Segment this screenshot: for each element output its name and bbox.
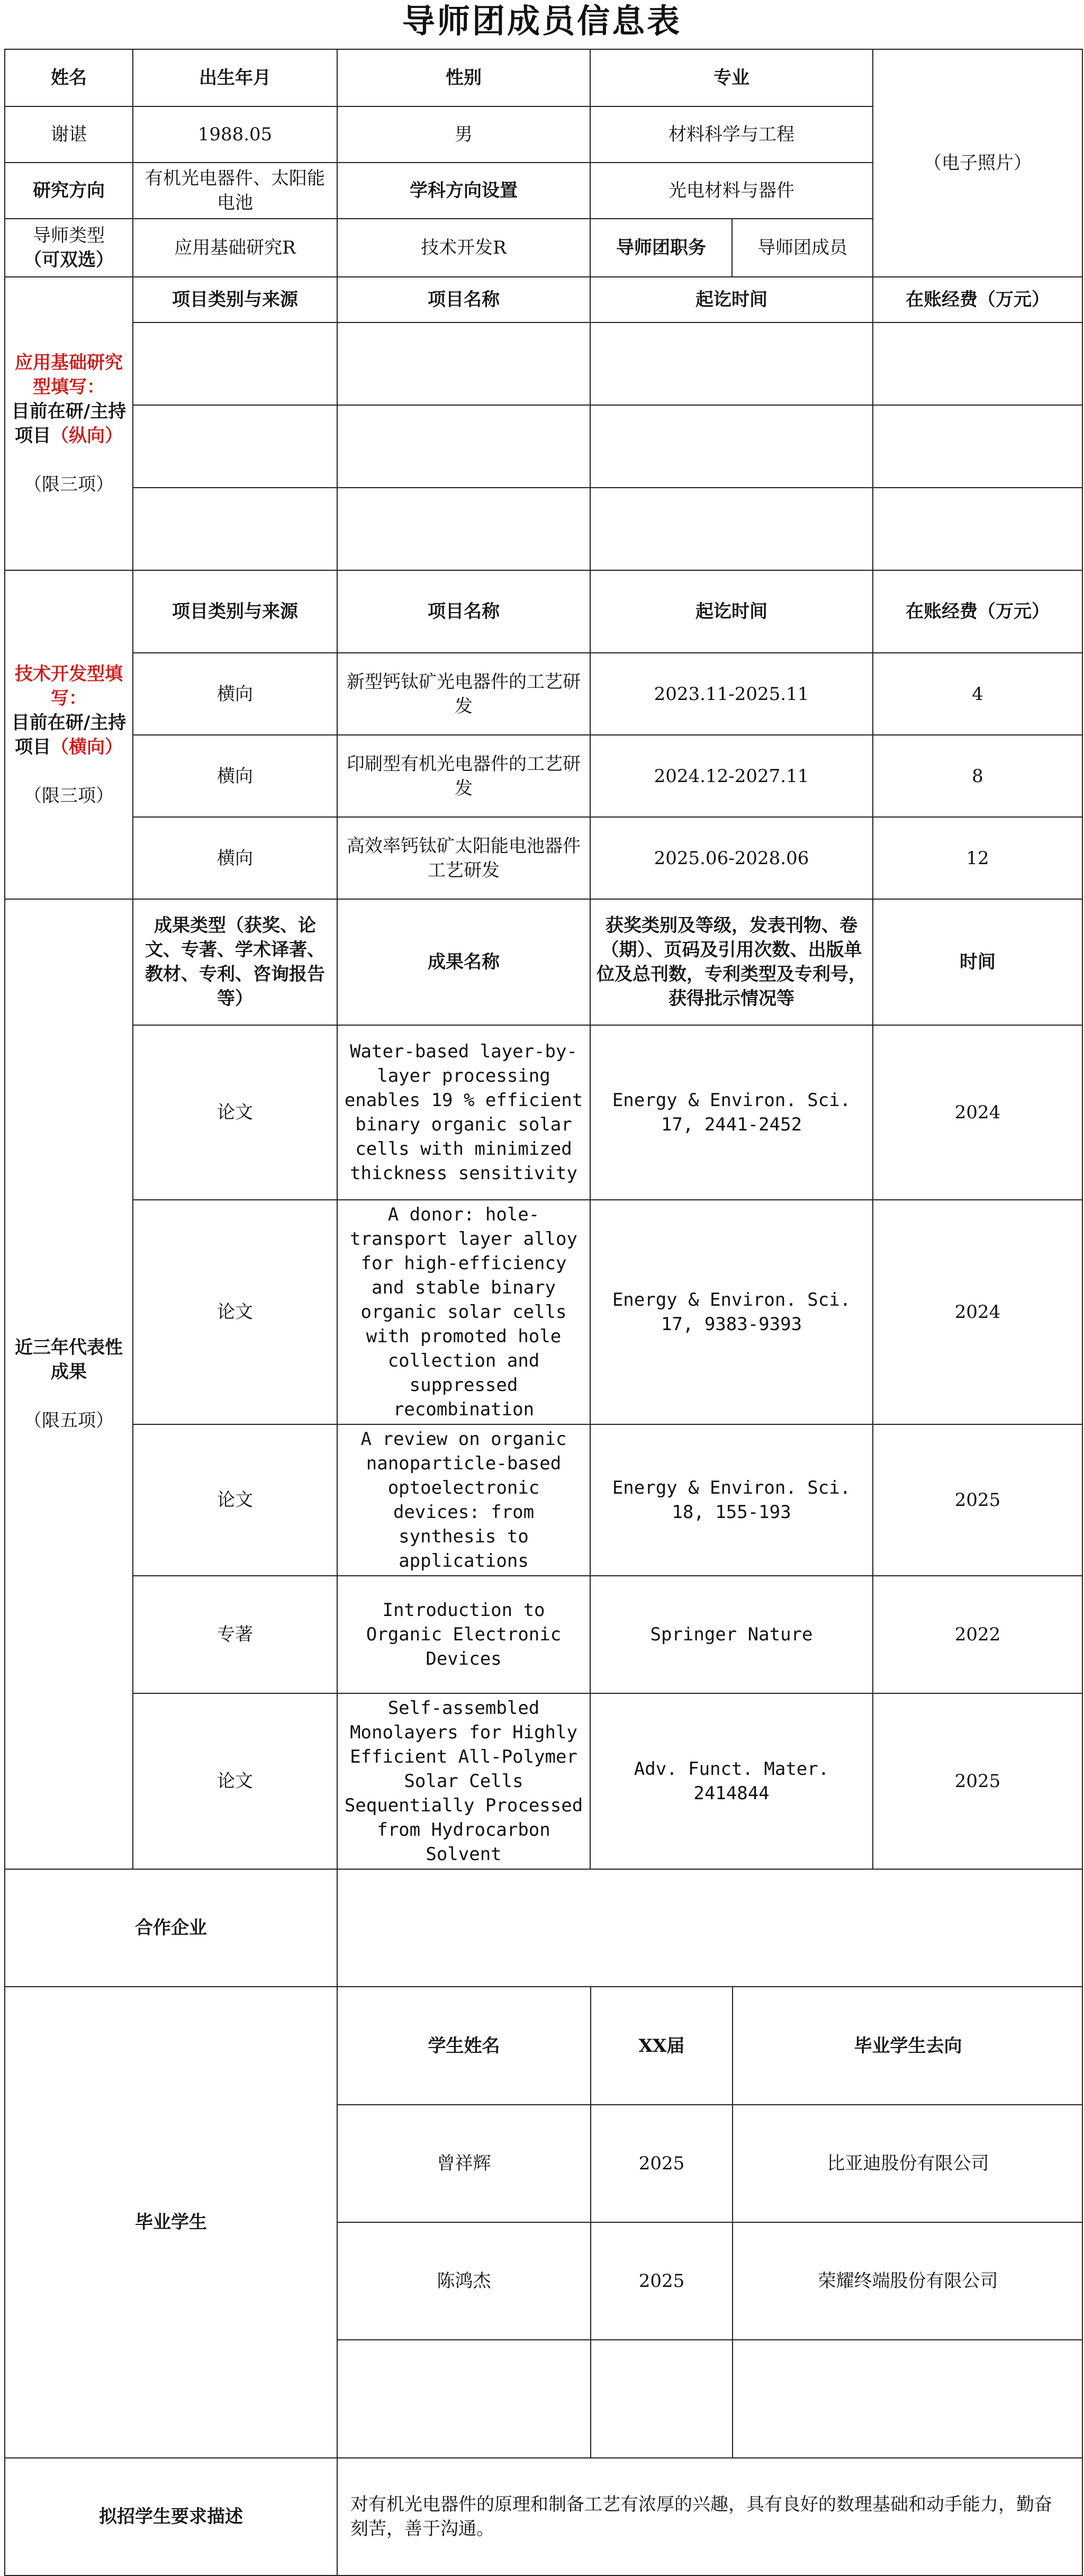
mentor-type-option-1: 应用基础研究R: [133, 219, 337, 277]
gender-label: 性别: [337, 49, 590, 106]
applied-cell: [590, 405, 873, 488]
applied-cell: [133, 322, 337, 405]
ach-row: [5, 1424, 1082, 1576]
requirement-text: 对有机光电器件的原理和制备工艺有浓厚的兴趣，具有良好的数理基础和动手能力，勤奋刻苦，善于沟通。: [337, 2458, 1082, 2575]
tech-name: 新型钙钛矿光电器件的工艺研发: [337, 653, 590, 735]
ach-type: 论文: [133, 1200, 337, 1424]
applied-cell: [337, 488, 590, 570]
tech-label-red2: （横向）: [51, 736, 123, 758]
ach-pub: Energy & Environ. Sci. 18, 155-193: [590, 1424, 873, 1576]
tech-name: 高效率钙钛矿太阳能电池器件工艺研发: [337, 817, 590, 899]
tech-header-type: 项目类别与来源: [133, 570, 337, 653]
graduates-table: [338, 1987, 1082, 2457]
applied-header-fund: 在账经费（万元）: [873, 277, 1082, 322]
ach-row: [5, 1200, 1082, 1424]
ach-type: 论文: [133, 1424, 337, 1576]
role-value: 导师团成员: [732, 219, 873, 277]
graduates-label: 毕业学生: [5, 1987, 337, 2458]
tech-label-black: 目前在研/主持项目: [11, 712, 127, 758]
ach-header-name: 成果名称: [337, 899, 590, 1025]
grad-row: [338, 2340, 1082, 2457]
ach-year: 2025: [873, 1424, 1082, 1576]
tech-row: [5, 817, 1082, 899]
tech-fund: 12: [873, 817, 1082, 899]
applied-label-black: 目前在研/主持项目: [11, 401, 127, 446]
tech-fund: 8: [873, 735, 1082, 817]
ach-header-year: 时间: [873, 899, 1082, 1025]
research-label: 研究方向: [5, 163, 133, 219]
applied-cell: [133, 405, 337, 488]
applied-limit: （限三项）: [24, 474, 114, 495]
applied-cell: [337, 322, 590, 405]
applied-label-red: 应用基础研究型填写：: [15, 352, 123, 398]
major-value: 材料科学与工程: [590, 106, 873, 163]
mentor-type-text: 导师类型: [33, 225, 105, 246]
tech-row: [5, 735, 1082, 817]
ach-year: 2022: [873, 1576, 1082, 1693]
applied-row: [5, 322, 1082, 405]
applied-cell: [873, 322, 1082, 405]
tech-row: [5, 653, 1082, 735]
birth-value: 1988.05: [133, 106, 337, 163]
ach-row: [5, 1693, 1082, 1869]
applied-cell: [133, 488, 337, 570]
discipline-label: 学科方向设置: [337, 163, 590, 219]
ach-name: A donor: hole-transport layer alloy for high-efficiency and stable binary organic solar cells with promoted hole collection and suppressed recombination: [337, 1200, 590, 1424]
ach-row: [5, 1025, 1082, 1200]
grad-name: [338, 2340, 591, 2457]
achievements-label: 近三年代表性成果: [15, 1337, 123, 1383]
ach-pub: Springer Nature: [590, 1576, 873, 1693]
mentor-type-note: （可双选）: [24, 249, 114, 271]
ach-name: Self-assembled Monolayers for Highly Efficient All-Polymer Solar Cells Sequentially Processed from Hydrocarbon Solvent: [337, 1693, 590, 1869]
gender-value: 男: [337, 106, 590, 163]
grad-dest: 比亚迪股份有限公司: [733, 2105, 1082, 2222]
tech-type: 横向: [133, 817, 337, 899]
applied-section-label: [5, 277, 133, 570]
grad-year: 2025: [591, 2222, 733, 2340]
tech-period: 2025.06-2028.06: [590, 817, 873, 899]
mentor-type-label: [5, 219, 133, 277]
applied-header-name: 项目名称: [337, 277, 590, 322]
graduates-block: [337, 1987, 1082, 2458]
tech-limit: （限三项）: [24, 785, 114, 806]
grad-year: [591, 2340, 733, 2457]
ach-row: [5, 1576, 1082, 1693]
tech-name: 印刷型有机光电器件的工艺研发: [337, 735, 590, 817]
ach-year: 2024: [873, 1200, 1082, 1424]
ach-header-pub: 获奖类别及等级，发表刊物、卷（期）、页码及引用次数、出版单位及总刊数，专利类型及专利号，获得批示情况等: [590, 899, 873, 1025]
tech-section-label: [5, 570, 133, 899]
research-value: 有机光电器件、太阳能电池: [133, 163, 337, 219]
grad-row: [338, 2222, 1082, 2340]
grad-dest: [733, 2340, 1082, 2457]
ach-name: Water-based layer-by-layer processing enables 19 % efficient binary organic solar cells with minimized thickness sensitivity: [337, 1025, 590, 1200]
grad-name: 曾祥辉: [338, 2105, 591, 2222]
tech-period: 2023.11-2025.11: [590, 653, 873, 735]
tech-type: 横向: [133, 735, 337, 817]
ach-name: A review on organic nanoparticle-based optoelectronic devices: from synthesis to applications: [337, 1424, 590, 1576]
grad-header-dest: 毕业学生去向: [733, 1987, 1082, 2105]
ach-pub: Adv. Funct. Mater. 2414844: [590, 1693, 873, 1869]
applied-row: [5, 488, 1082, 570]
tech-type: 横向: [133, 653, 337, 735]
ach-name: Introduction to Organic Electronic Devices: [337, 1576, 590, 1693]
ach-year: 2024: [873, 1025, 1082, 1200]
major-label: 专业: [590, 49, 873, 106]
tech-header-period: 起讫时间: [590, 570, 873, 653]
partner-label: 合作企业: [5, 1869, 337, 1987]
applied-header-type: 项目类别与来源: [133, 277, 337, 322]
ach-year: 2025: [873, 1693, 1082, 1869]
requirement-label: 拟招学生要求描述: [5, 2458, 337, 2575]
ach-pub: Energy & Environ. Sci. 17, 2441-2452: [590, 1025, 873, 1200]
applied-cell: [873, 405, 1082, 488]
discipline-value: 光电材料与器件: [590, 163, 873, 219]
tech-fund: 4: [873, 653, 1082, 735]
name-value: 谢谌: [5, 106, 133, 163]
page-title: 导师团成员信息表: [402, 2, 682, 40]
partner-value: [337, 1869, 1082, 1987]
name-label: 姓名: [5, 49, 133, 106]
ach-type: 专著: [133, 1576, 337, 1693]
ach-type: 论文: [133, 1693, 337, 1869]
applied-label-red2: （纵向）: [51, 425, 123, 446]
role-label: 导师团职务: [590, 219, 732, 277]
info-table: [4, 49, 1083, 2576]
applied-header-period: 起讫时间: [590, 277, 873, 322]
ach-header-type: 成果类型（获奖、论文、专著、学术译著、教材、专利、咨询报告等）: [133, 899, 337, 1025]
grad-row: [338, 2105, 1082, 2222]
grad-header-year: XX届: [591, 1987, 733, 2105]
applied-cell: [873, 488, 1082, 570]
tech-label-red: 技术开发型填写：: [15, 663, 123, 709]
birth-label: 出生年月: [133, 49, 337, 106]
applied-cell: [590, 322, 873, 405]
tech-period: 2024.12-2027.11: [590, 735, 873, 817]
tech-header-name: 项目名称: [337, 570, 590, 653]
achievements-limit: （限五项）: [24, 1410, 114, 1431]
applied-cell: [590, 488, 873, 570]
ach-pub: Energy & Environ. Sci. 17, 9383-9393: [590, 1200, 873, 1424]
grad-dest: 荣耀终端股份有限公司: [733, 2222, 1082, 2340]
ach-type: 论文: [133, 1025, 337, 1200]
grad-name: 陈鸿杰: [338, 2222, 591, 2340]
grad-year: 2025: [591, 2105, 733, 2222]
applied-row: [5, 405, 1082, 488]
grad-header-name: 学生姓名: [338, 1987, 591, 2105]
mentor-type-option-2: 技术开发R: [337, 219, 590, 277]
photo-placeholder: （电子照片）: [873, 49, 1082, 277]
achievements-section-label: [5, 899, 133, 1869]
applied-cell: [337, 405, 590, 488]
tech-header-fund: 在账经费（万元）: [873, 570, 1082, 653]
